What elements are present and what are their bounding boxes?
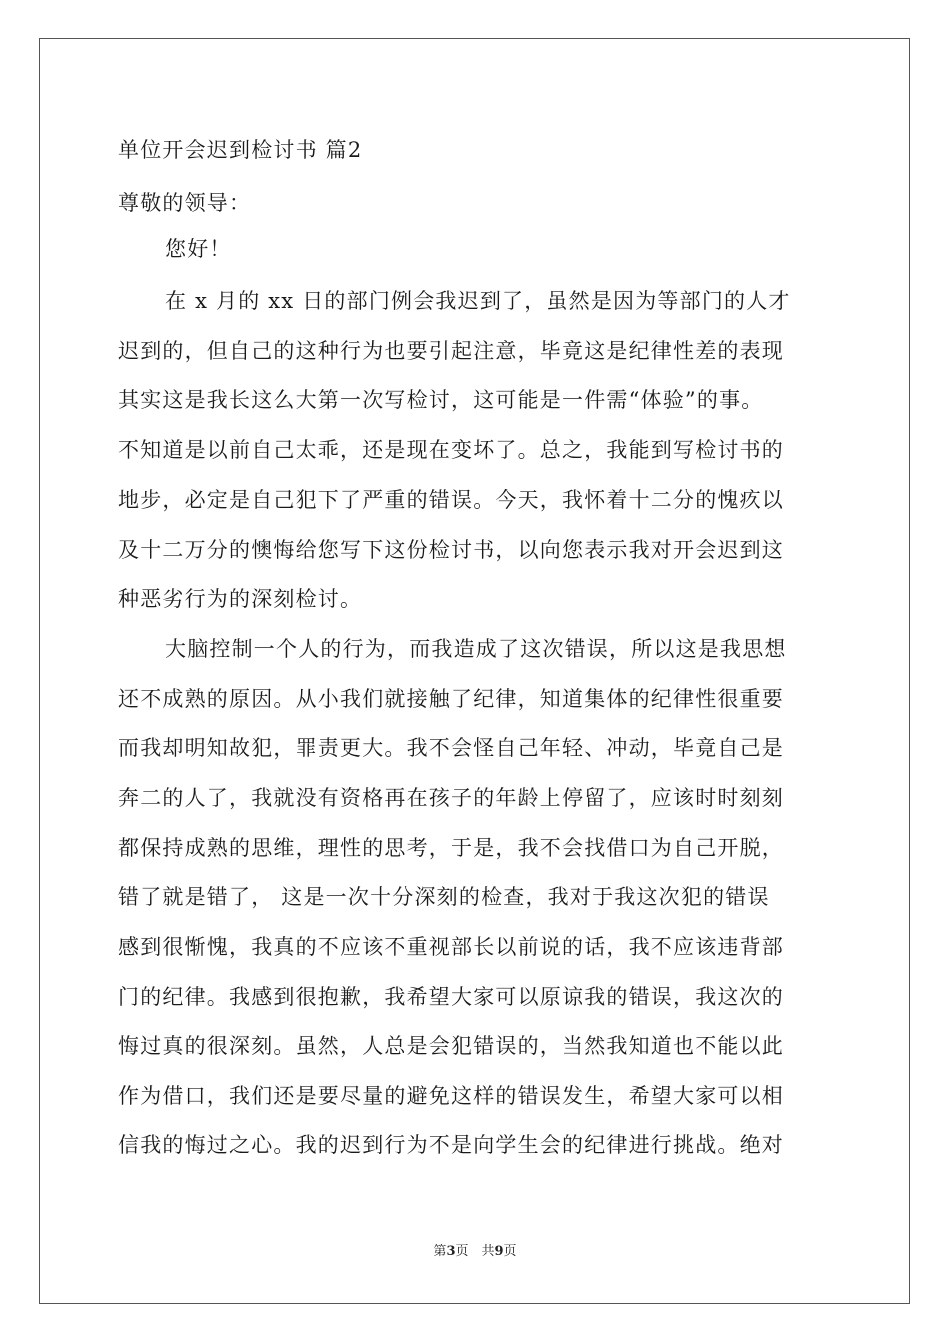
page-suffix: 页 [503,1244,517,1259]
greeting: 您好！ [165,237,232,261]
page-border [39,38,910,1304]
body-line: 及十二万分的懊悔给您写下这份检讨书，以向您表示我对开会迟到这 [118,538,784,562]
body-line: 错了就是错了， 这是一次十分深刻的检查，我对于我这次犯的错误 [118,885,770,909]
body-line: 在 x 月的 xx 日的部门例会我迟到了，虽然是因为等部门的人才 [165,289,791,313]
body-line: 其实这是我长这么大第一次写检讨，这可能是一件需“体验”的事。 [118,388,764,412]
body-line: 迟到的，但自己的这种行为也要引起注意，毕竟这是纪律性差的表现 [118,339,784,363]
document-title: 单位开会迟到检讨书 篇2 [118,138,363,162]
body-line: 大脑控制一个人的行为，而我造成了这次错误，所以这是我思想 [165,637,787,661]
body-line: 而我却明知故犯，罪责更大。我不会怪自己年轻、冲动，毕竟自己是 [118,736,784,760]
salutation: 尊敬的领导： [118,191,252,215]
page-prefix: 第 [433,1244,447,1259]
page-number [0,1243,950,1261]
body-line: 作为借口，我们还是要尽量的避免这样的错误发生，希望大家可以相 [118,1084,784,1108]
body-line: 种恶劣行为的深刻检讨。 [118,587,363,611]
body-line: 不知道是以前自己太乖，还是现在变坏了。总之，我能到写检讨书的 [118,438,784,462]
body-line: 感到很惭愧，我真的不应该不重视部长以前说的话，我不应该违背部 [118,935,784,959]
page-current: 3 [446,1244,456,1259]
body-line: 都保持成熟的思维，理性的思考，于是，我不会找借口为自己开脱， [118,836,784,860]
body-line: 地步，必定是自己犯下了严重的错误。今天，我怀着十二分的愧疚以 [118,488,784,512]
page-mid: 页 共 [455,1244,495,1259]
body-line: 门的纪律。我感到很抱歉，我希望大家可以原谅我的错误，我这次的 [118,985,784,1009]
body-line: 悔过真的很深刻。虽然，人总是会犯错误的，当然我知道也不能以此 [118,1034,784,1058]
body-line: 信我的悔过之心。我的迟到行为不是向学生会的纪律进行挑战。绝对 [118,1133,784,1157]
body-line: 奔二的人了，我就没有资格再在孩子的年龄上停留了，应该时时刻刻 [118,786,784,810]
page-total: 9 [494,1244,504,1259]
body-line: 还不成熟的原因。从小我们就接触了纪律，知道集体的纪律性很重要 [118,687,784,711]
